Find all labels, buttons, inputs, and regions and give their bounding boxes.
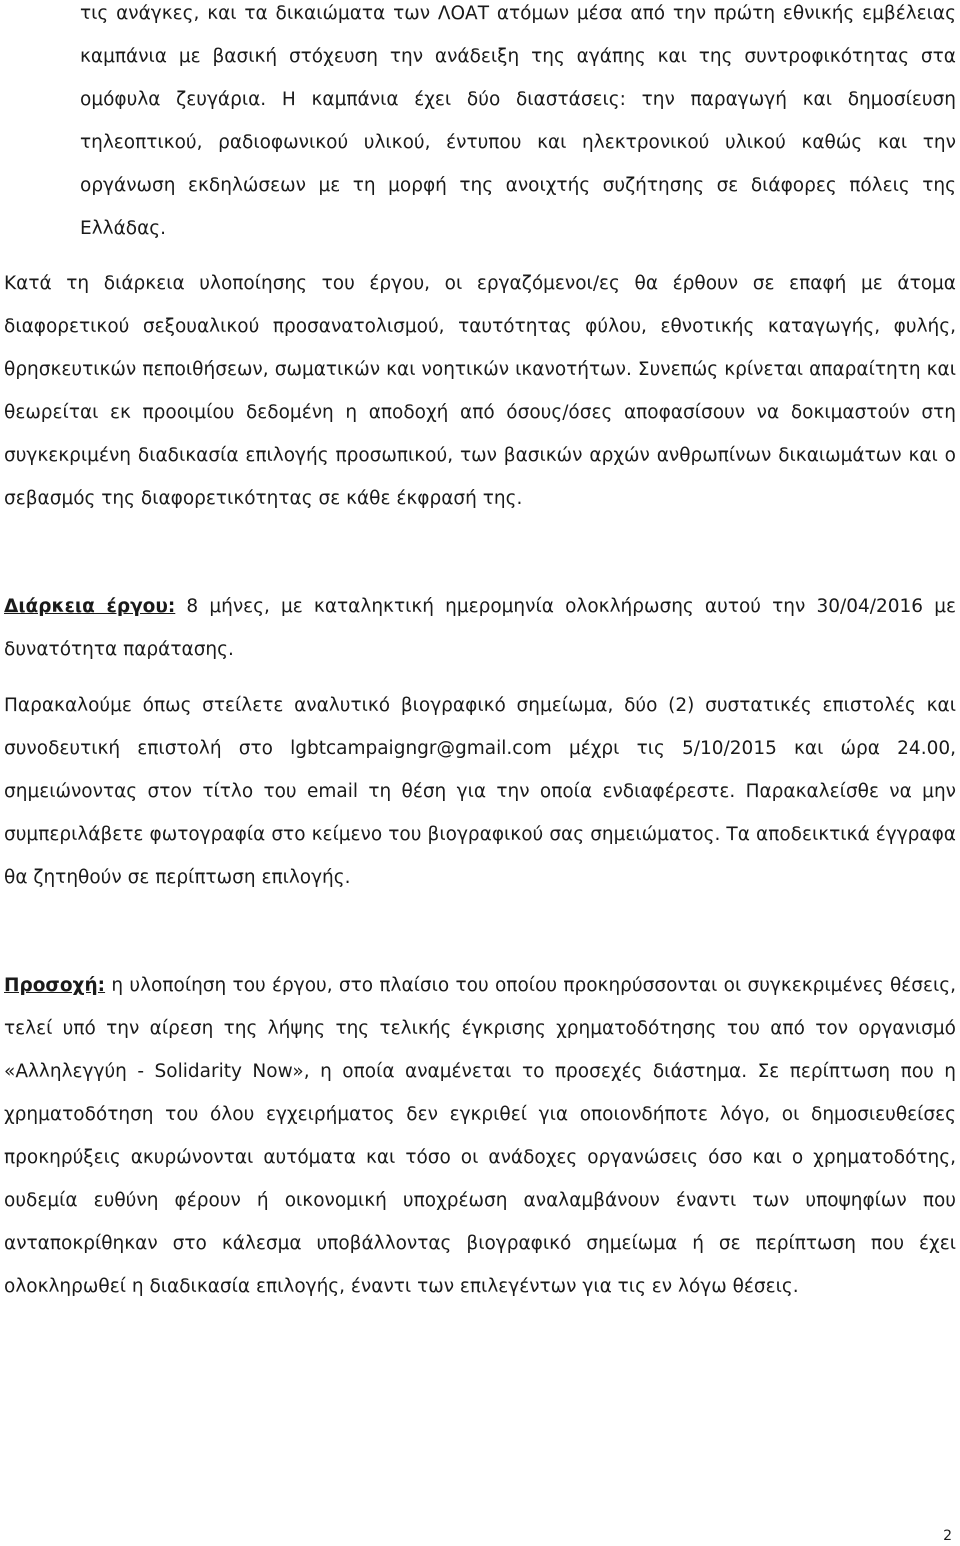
paragraph-project-duration: [4, 585, 956, 671]
paragraph-work-conditions: [4, 262, 956, 520]
paragraph-application-instructions: [4, 684, 956, 899]
paragraph-work-conditions-text: Κατά τη διάρκεια υλοποίησης του έργου, οι εργαζόμενοι/ες θα έρθουν σε επαφή με άτομα διαφορετικού σεξουαλικού προσανατολισμού, ταυτότητας φύλου, εθνοτικής καταγωγής, φυλής, θρησκευτικών πεποιθήσεων, σωματικών και νοητικών ικανοτήτων. Συνεπώς κρίνεται απαραίτητη και θεωρείται εκ προοιμίου δεδομένη η αποδοχή από όσους/όσες αποφασίσουν να δοκιμαστούν στη συγκεκριμένη διαδικασία επιλογής προσωπικού, των βασικών αρχών ανθρωπίνων δικαιωμάτων και ο σεβασμός της διαφορετικότητας σε κάθε έκφρασή της.: [4, 273, 956, 509]
page-number: 2: [943, 1528, 952, 1544]
paragraph-campaign-description: [80, 0, 956, 250]
paragraph-campaign-description-text: τις ανάγκες, και τα δικαιώματα των ΛΟΑΤ ατόμων μέσα από την πρώτη εθνικής εμβέλειας καμπάνια με βασική στόχευση την ανάδειξη της αγάπης και της συντροφικότητας στα ομόφυλα ζευγάρια. Η καμπάνια έχει δύο διαστάσεις: την παραγωγή και δημοσίευση τηλεοπτικού, ραδιοφωνικού υλικού, έντυπου και ηλεκτρονικού υλικού καθώς και την οργάνωση εκδηλώσεων με τη μορφή της ανοιχτής συζήτησης σε διάφορες πόλεις της Ελλάδας.: [80, 3, 956, 239]
paragraph-attention-notice: [4, 964, 956, 1308]
attention-label: Προσοχή:: [4, 975, 106, 996]
duration-text: 8 μήνες, με καταληκτική ημερομηνία ολοκλήρωσης αυτού την 30/04/2016 με δυνατότητα παράτασης.: [4, 596, 956, 660]
application-instructions-text: Παρακαλούμε όπως στείλετε αναλυτικό βιογραφικό σημείωμα, δύο (2) συστατικές επιστολές και συνοδευτική επιστολή στο lgbtcampaigngr@gmail.com μέχρι τις 5/10/2015 και ώρα 24.00, σημειώνοντας στον τίτλο του email τη θέση για την οποία ενδιαφέρεστε. Παρακαλείσθε να μην συμπεριλάβετε φωτογραφία στο κείμενο του βιογραφικού σας σημειώματος. Τα αποδεικτικά έγγραφα θα ζητηθούν σε περίπτωση επιλογής.: [4, 695, 956, 888]
attention-text: η υλοποίηση του έργου, στο πλαίσιο του οποίου προκηρύσσονται οι συγκεκριμένες θέσεις, τελεί υπό την αίρεση της λήψης της τελικής έγκρισης χρηματοδότησης του από τον οργανισμό «Αλληλεγγύη - Solidarity Now», η οποία αναμένεται το προσεχές διάστημα. Σε περίπτωση που η χρηματοδότηση του όλου εγχειρήματος δεν εγκριθεί για οποιονδήποτε λόγο, οι δημοσιευθείσες προκηρύξεις ακυρώνονται αυτόματα και τόσο οι ανάδοχες οργανώσεις όσο και ο χρηματοδότης, ουδεμία ευθύνη φέρουν ή οικονομική υποχρέωση αναλαμβάνουν έναντι των υποψηφίων που ανταποκρίθηκαν στο κάλεσμα υποβάλλοντας βιογραφικό σημείωμα ή σε περίπτωση που έχει ολοκληρωθεί η διαδικασία επιλογής, έναντι των επιλεγέντων για τις εν λόγω θέσεις.: [4, 975, 956, 1297]
duration-label: Διάρκεια έργου:: [4, 596, 176, 617]
